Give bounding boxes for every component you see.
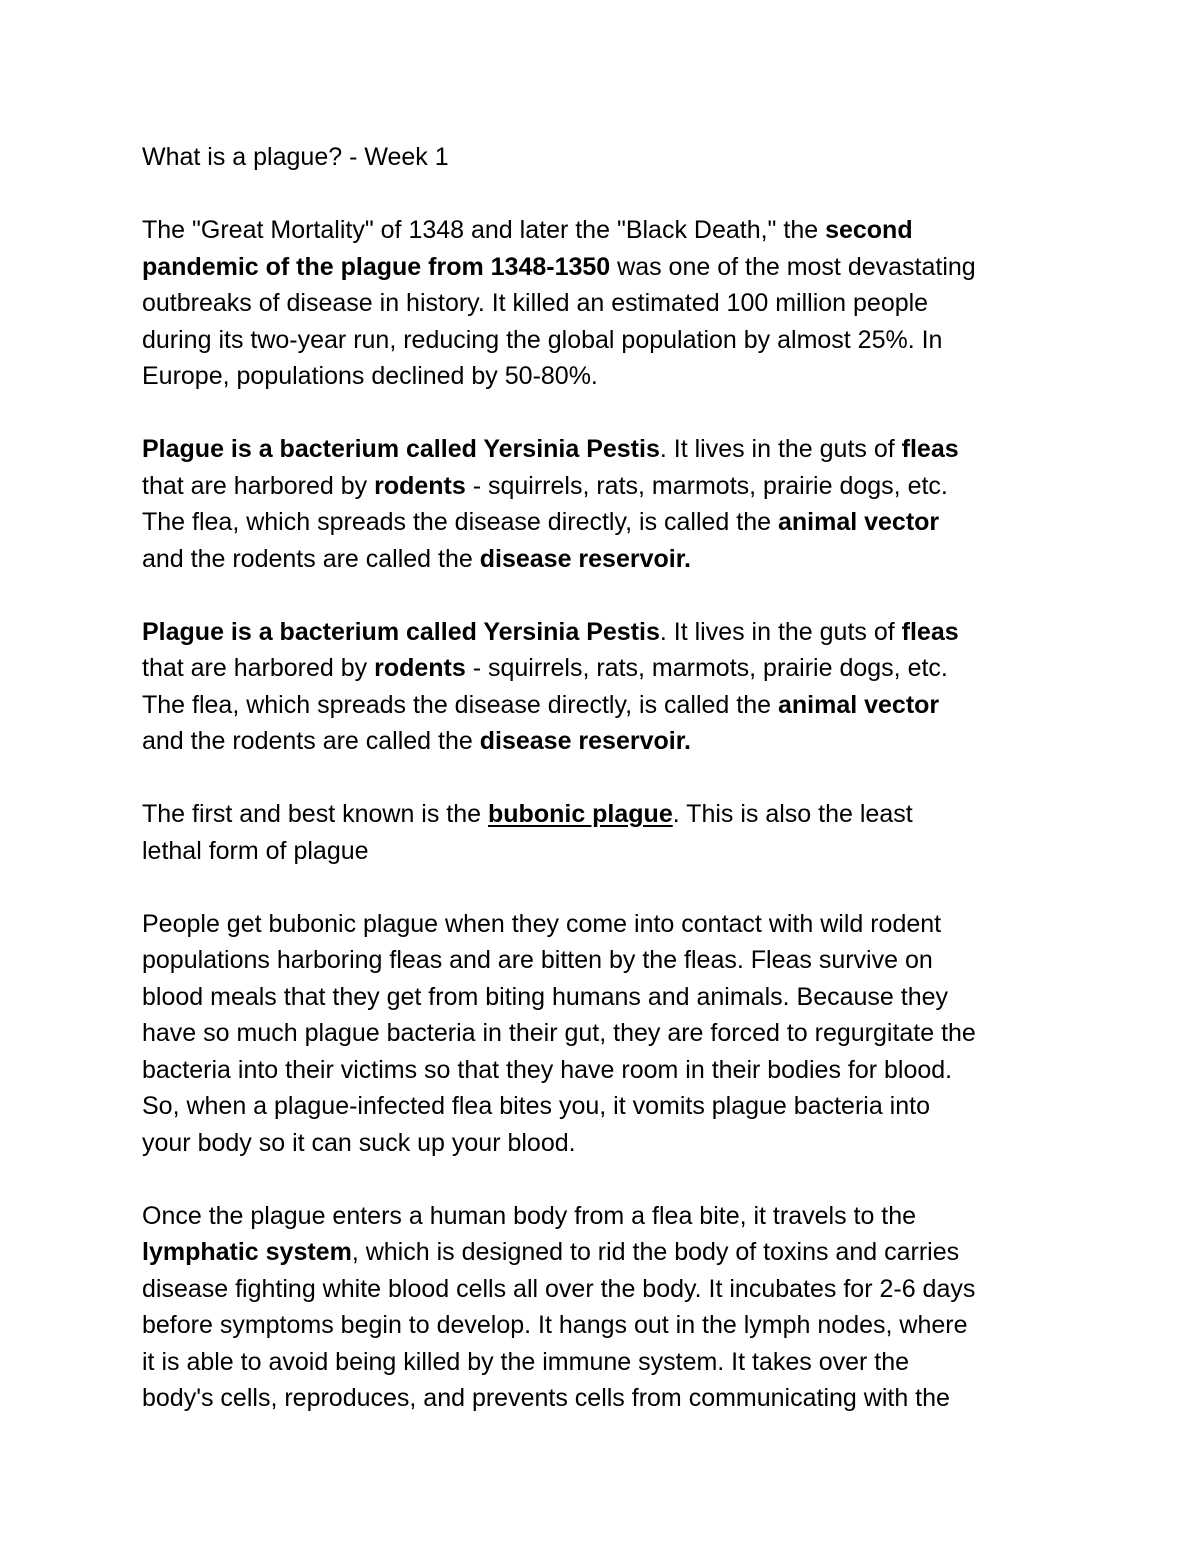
paragraph-line xyxy=(142,650,1082,687)
paragraph-line: Once the plague enters a human body from a flea bite, it travels to the xyxy=(142,1201,917,1230)
paragraph-line: disease fighting white blood cells all over the body. It incubates for 2-6 days xyxy=(142,1274,976,1303)
paragraph-line: blood meals that they get from biting humans and animals. Because they xyxy=(142,982,949,1011)
paragraph-line: So, when a plague-infected flea bites you, it vomits plague bacteria into xyxy=(142,1092,930,1120)
paragraph-line xyxy=(142,723,1082,760)
text-run: and the rodents are called the xyxy=(142,727,480,755)
bold-text: fleas xyxy=(901,435,959,463)
bold-text: rodents xyxy=(374,471,466,500)
bold-text: disease reservoir. xyxy=(479,544,692,573)
bold-text: second xyxy=(825,216,913,244)
paragraph-yersinia-2 xyxy=(142,614,1082,760)
document-title: What is a plague? - Week 1 xyxy=(142,143,449,171)
text-run: that are harbored by xyxy=(142,471,375,500)
paragraph-line xyxy=(142,249,1082,286)
paragraph-line: People get bubonic plague when they come into contact with wild rodent xyxy=(142,909,942,938)
paragraph-lymphatic xyxy=(142,1198,1082,1417)
text-run: The "Great Mortality" of 1348 and later the "Black Death," the xyxy=(142,216,826,244)
paragraph-line xyxy=(142,212,1082,249)
bold-text: pandemic of the plague from 1348-1350 xyxy=(142,252,611,281)
paragraph-line xyxy=(142,1234,1082,1271)
bold-text: rodents xyxy=(374,654,466,682)
underlined-bold-text: bubonic plague xyxy=(488,800,673,828)
paragraph-black-death xyxy=(142,212,1082,395)
paragraph-yersinia-1 xyxy=(142,431,1082,577)
text-run: - squirrels, rats, marmots, prairie dogs, etc. xyxy=(465,654,948,682)
paragraph-line xyxy=(142,431,1082,468)
text-run: The flea, which spreads the disease directly, is called the xyxy=(142,690,778,719)
paragraph-line xyxy=(142,504,1082,541)
text-run: - squirrels, rats, marmots, prairie dogs, etc. xyxy=(465,471,948,500)
text-run: that are harbored by xyxy=(142,654,375,682)
bold-text: animal vector xyxy=(777,508,940,536)
paragraph-line: have so much plague bacteria in their gut, they are forced to regurgitate the xyxy=(142,1019,976,1047)
document-page xyxy=(142,139,1082,1453)
bold-text: lymphatic system xyxy=(142,1238,352,1266)
bold-text: fleas xyxy=(901,617,959,646)
paragraph-bubonic xyxy=(142,796,1082,869)
paragraph-line: your body so it can suck up your blood. xyxy=(142,1128,576,1157)
paragraph-line: it is able to avoid being killed by the immune system. It takes over the xyxy=(142,1347,910,1376)
text-run: The flea, which spreads the disease directly, is called the xyxy=(142,508,778,536)
paragraph-line xyxy=(142,541,1082,578)
paragraph-transmission xyxy=(142,906,1082,1162)
paragraph-line: body's cells, reproduces, and prevents cells from communicating with the xyxy=(142,1384,950,1412)
paragraph-line: bacteria into their victims so that they have room in their bodies for blood. xyxy=(142,1055,953,1084)
paragraph-line xyxy=(142,468,1082,505)
paragraph-line xyxy=(142,796,1082,833)
paragraph-line: populations harboring fleas and are bitten by the fleas. Fleas survive on xyxy=(142,946,933,974)
paragraph-line: during its two-year run, reducing the global population by almost 25%. In xyxy=(142,325,943,354)
paragraph-line: lethal form of plague xyxy=(142,836,369,865)
text-run: , which is designed to rid the body of toxins and carries xyxy=(351,1238,960,1266)
text-run: was one of the most devastating xyxy=(610,252,976,281)
text-run: . It lives in the guts of xyxy=(659,617,902,646)
paragraph-line xyxy=(142,614,1082,651)
text-run: . It lives in the guts of xyxy=(659,435,902,463)
text-run: . This is also the least xyxy=(672,800,913,828)
bold-text: animal vector xyxy=(777,690,940,719)
paragraph-line: outbreaks of disease in history. It killed an estimated 100 million people xyxy=(142,289,929,317)
bold-text: disease reservoir. xyxy=(479,727,692,755)
text-run: The first and best known is the xyxy=(142,800,489,828)
paragraph-line: Europe, populations declined by 50-80%. xyxy=(142,362,598,390)
text-run: and the rodents are called the xyxy=(142,544,480,573)
bold-text: Plague is a bacterium called Yersinia Pestis xyxy=(142,617,660,646)
bold-text: Plague is a bacterium called Yersinia Pestis xyxy=(142,435,660,463)
paragraph-line: before symptoms begin to develop. It hangs out in the lymph nodes, where xyxy=(142,1311,968,1339)
paragraph-line xyxy=(142,687,1082,724)
